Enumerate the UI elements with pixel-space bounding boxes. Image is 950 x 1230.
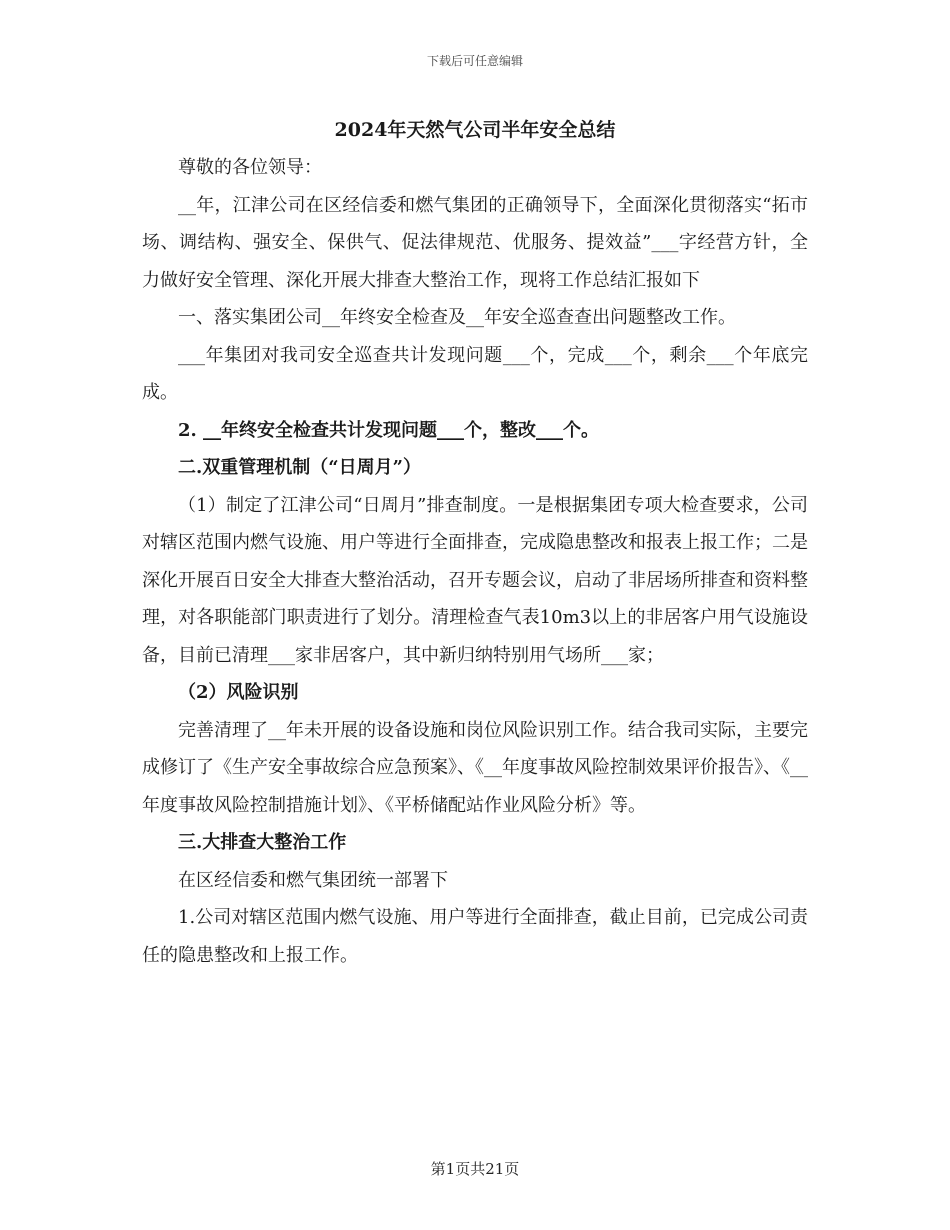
page-header: 下载后可任意编辑 xyxy=(426,54,523,68)
paragraph-year-end-inspection: 2. __年终安全检查共计发现问题___个，整改___个。 xyxy=(178,419,600,441)
paragraph-deployment: 在区经信委和燃气集团统一部署下 xyxy=(178,869,448,891)
paragraph-inspection-system: （1）制定了江津公司“日周月”排查制度。一是根据集团专项大检查要求，公司对辖区范围内燃气设施、用户等进行全面排查，完成隐患整改和报表上报工作；二是深化开展百日安全大排查大整治活动，召开专题会议，启动了非居场所排查和资料整理，对各职能部门职责进行了划分。清理检查气表10m3以上的非居客户用气设施设备，目前已清理___家非居客户，其中新归纳特别用气场所___家； xyxy=(142,494,808,666)
paragraph-item-1: 1.公司对辖区范围内燃气设施、用户等进行全面排查，截止目前，已完成公司责任的隐患整改和上报工作。 xyxy=(142,907,808,966)
paragraph-risk-identification: 完善清理了__年未开展的设备设施和岗位风险识别工作。结合我司实际，主要完成修订了《生产安全事故综合应急预案》、《__年度事故风险控制效果评价报告》、《__年度事故风险控制措施计划》、《平桥储配站作业风险分析》等。 xyxy=(142,719,808,816)
paragraph-section-1: 一、落实集团公司__年终安全检查及__年安全巡查查出问题整改工作。 xyxy=(178,307,736,328)
heading-section-3: 三.大排查大整治工作 xyxy=(178,832,347,853)
paragraph-intro: __年，江津公司在区经信委和燃气集团的正确领导下，全面深化贯彻落实“拓市场、调结构、强安全、保供气、促法律规范、优服务、提效益”___字经营方针，全力做好安全管理、深化开展大排查大整治工作，现将工作总结汇报如下 xyxy=(142,194,808,291)
document-body xyxy=(142,112,808,974)
page-footer: 第1页共21页 xyxy=(430,1160,520,1178)
heading-section-2: 二.双重管理机制（“日周月”） xyxy=(178,457,421,478)
document-title: 2024年天然气公司半年安全总结 xyxy=(334,119,616,141)
heading-risk-identification: （2）风险识别 xyxy=(178,682,299,703)
paragraph-salutation: 尊敬的各位领导： xyxy=(178,157,322,178)
paragraph-inspection-result: ___年集团对我司安全巡查共计发现问题___个，完成___个，剩余___个年底完成。 xyxy=(142,344,808,403)
